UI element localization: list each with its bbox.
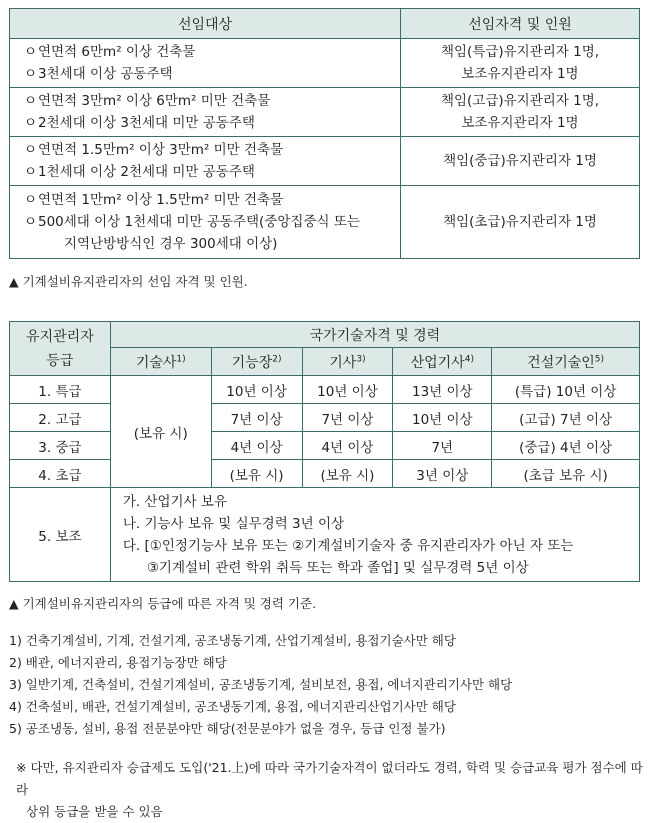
qualification-line: 책임(중급)유지관리자 1명 bbox=[443, 153, 597, 169]
criteria-line: 나. 기능사 보유 및 실무경력 3년 이상 bbox=[122, 515, 345, 532]
col-label: 건설기술인 bbox=[527, 354, 595, 371]
circle-bullet-icon: ㅇ bbox=[24, 115, 38, 131]
header-target: 선임대상 bbox=[10, 9, 401, 39]
col-header-industrial-engineer bbox=[393, 348, 492, 376]
circle-bullet-icon: ㅇ bbox=[24, 44, 38, 60]
grade-row bbox=[10, 404, 640, 432]
col-header-engineer bbox=[302, 348, 393, 376]
col-header-professional-engineer bbox=[110, 348, 211, 376]
circle-bullet-icon: ㅇ bbox=[24, 66, 38, 82]
grade-cell: 10년 이상 bbox=[393, 404, 492, 432]
target-line: 지역난방방식인 경우 300세대 이상) bbox=[64, 236, 278, 252]
col-label: 산업기사 bbox=[410, 354, 465, 371]
grade-cell: (초급 보유 시) bbox=[492, 460, 640, 488]
assistant-criteria-cell bbox=[110, 488, 639, 582]
grade-cell: 7년 이상 bbox=[302, 404, 393, 432]
header-qualification: 선임자격 및 인원 bbox=[401, 9, 640, 39]
qualification-line: 책임(초급)유지관리자 1명 bbox=[443, 214, 597, 230]
selection-row bbox=[10, 88, 640, 137]
col-label: 기술사 bbox=[135, 354, 177, 371]
footnote-ref: 2) bbox=[272, 353, 282, 364]
professional-engineer-span-cell: (보유 시) bbox=[110, 376, 211, 488]
selection-table-caption: ▲ 기계설비유지관리자의 선임 자격 및 인원. bbox=[9, 274, 248, 289]
grade-cell: 13년 이상 bbox=[393, 376, 492, 404]
target-line: 연면적 1.5만m² 이상 3만m² 미만 건축물 bbox=[38, 142, 284, 158]
grade-label: 2. 고급 bbox=[10, 404, 111, 432]
selection-target-cell bbox=[10, 137, 401, 186]
col-header-construction-engineer bbox=[492, 348, 640, 376]
target-line: 연면적 6만m² 이상 건축물 bbox=[38, 44, 196, 60]
grade-row bbox=[10, 460, 640, 488]
grade-row bbox=[10, 432, 640, 460]
col-label: 기능장 bbox=[231, 354, 273, 371]
selection-target-cell bbox=[10, 186, 401, 259]
grade-cell: 3년 이상 bbox=[393, 460, 492, 488]
qualification-line: 책임(특급)유지관리자 1명, bbox=[440, 44, 600, 60]
selection-header-row bbox=[10, 9, 640, 39]
grade-corner-header bbox=[10, 322, 111, 376]
circle-bullet-icon: ㅇ bbox=[24, 164, 38, 180]
qualification-line: 보조유지관리자 1명 bbox=[461, 115, 579, 131]
col-label: 기사 bbox=[329, 354, 357, 371]
corner-line: 유지관리자 bbox=[26, 328, 94, 345]
footnote-ref: 1) bbox=[176, 353, 186, 364]
selection-row bbox=[10, 137, 640, 186]
grade-label: 4. 초급 bbox=[10, 460, 111, 488]
grade-cell: 4년 이상 bbox=[302, 432, 393, 460]
circle-bullet-icon: ㅇ bbox=[24, 192, 38, 208]
selection-table bbox=[9, 8, 640, 259]
qualification-cell bbox=[401, 39, 640, 88]
grade-cell: (특급) 10년 이상 bbox=[492, 376, 640, 404]
grade-row bbox=[10, 376, 640, 404]
target-line: 3천세대 이상 공동주택 bbox=[38, 66, 173, 82]
grade-label: 5. 보조 bbox=[10, 488, 111, 582]
selection-row bbox=[10, 186, 640, 259]
circle-bullet-icon: ㅇ bbox=[24, 214, 38, 230]
grade-cell: 4년 이상 bbox=[211, 432, 302, 460]
circle-bullet-icon: ㅇ bbox=[24, 142, 38, 158]
group-header: 국가기술자격 및 경력 bbox=[110, 322, 639, 348]
col-header-master-craftsman bbox=[211, 348, 302, 376]
criteria-line: 가. 산업기사 보유 bbox=[122, 493, 227, 510]
selection-row bbox=[10, 39, 640, 88]
grade-table bbox=[9, 321, 640, 582]
grade-cell: 10년 이상 bbox=[302, 376, 393, 404]
grade-label: 3. 중급 bbox=[10, 432, 111, 460]
circle-bullet-icon: ㅇ bbox=[24, 93, 38, 109]
criteria-line: 다. [①인정기능사 보유 또는 ②기계설비기술자 중 유지관리자가 아닌 자 또는 bbox=[122, 537, 574, 554]
qualification-cell bbox=[401, 186, 640, 259]
grade-cell: 7년 bbox=[393, 432, 492, 460]
footnote: 3) 일반기계, 건축설비, 건설기계설비, 공조냉동기계, 설비보전, 용접, 에너지관리기사만 해당 bbox=[9, 677, 513, 692]
footnote: 4) 건축설비, 배관, 건설기계설비, 공조냉동기계, 용접, 에너지관리산업기사만 해당 bbox=[9, 699, 456, 714]
promotion-note bbox=[16, 757, 650, 823]
criteria-line: ③기계설비 관련 학위 취득 또는 학과 졸업] 및 실무경력 5년 이상 bbox=[146, 559, 529, 576]
footnote: 1) 건축기계설비, 기계, 건설기계, 공조냉동기계, 산업기계설비, 용접기술사만 해당 bbox=[9, 633, 456, 648]
grade-cell: 7년 이상 bbox=[211, 404, 302, 432]
footnote-ref: 5) bbox=[594, 353, 605, 364]
note-line: ※ 다만, 유지관리자 승급제도 도입('21.上)에 따라 국가기술자격이 없더라도 경력, 학력 및 승급교육 평가 점수에 따라 bbox=[16, 760, 643, 797]
footnote: 2) 배관, 에너지관리, 용접기능장만 해당 bbox=[9, 655, 227, 670]
grade-cell: (보유 시) bbox=[211, 460, 302, 488]
grade-cell: (고급) 7년 이상 bbox=[492, 404, 640, 432]
grade-header-row bbox=[10, 322, 640, 348]
grade-label: 1. 특급 bbox=[10, 376, 111, 404]
grade-cell: (보유 시) bbox=[302, 460, 393, 488]
corner-line: 등급 bbox=[46, 352, 74, 369]
selection-target-cell bbox=[10, 88, 401, 137]
footnote-ref: 4) bbox=[464, 353, 474, 364]
qualification-line: 책임(고급)유지관리자 1명, bbox=[440, 93, 600, 109]
target-line: 연면적 3만m² 이상 6만m² 미만 건축물 bbox=[38, 93, 271, 109]
selection-target-cell bbox=[10, 39, 401, 88]
target-line: 연면적 1만m² 이상 1.5만m² 미만 건축물 bbox=[38, 192, 284, 208]
qualification-cell bbox=[401, 88, 640, 137]
qualification-cell bbox=[401, 137, 640, 186]
assistant-grade-row bbox=[10, 488, 640, 582]
footnote: 5) 공조냉동, 설비, 용접 전문분야만 해당(전문분야가 없을 경우, 등급 인정 불가) bbox=[9, 721, 446, 736]
grade-cell: 10년 이상 bbox=[211, 376, 302, 404]
grade-table-caption: ▲ 기계설비유지관리자의 등급에 따른 자격 및 경력 기준. bbox=[9, 596, 317, 611]
qualification-line: 보조유지관리자 1명 bbox=[461, 66, 579, 82]
note-line: 상위 등급을 받을 수 있음 bbox=[26, 804, 163, 819]
grade-cell: (중급) 4년 이상 bbox=[492, 432, 640, 460]
target-line: 500세대 이상 1천세대 미만 공동주택(중앙집중식 또는 bbox=[38, 214, 360, 230]
target-line: 2천세대 이상 3천세대 미만 공동주택 bbox=[38, 115, 255, 131]
target-line: 1천세대 이상 2천세대 미만 공동주택 bbox=[38, 164, 255, 180]
footnote-ref: 3) bbox=[356, 353, 366, 364]
